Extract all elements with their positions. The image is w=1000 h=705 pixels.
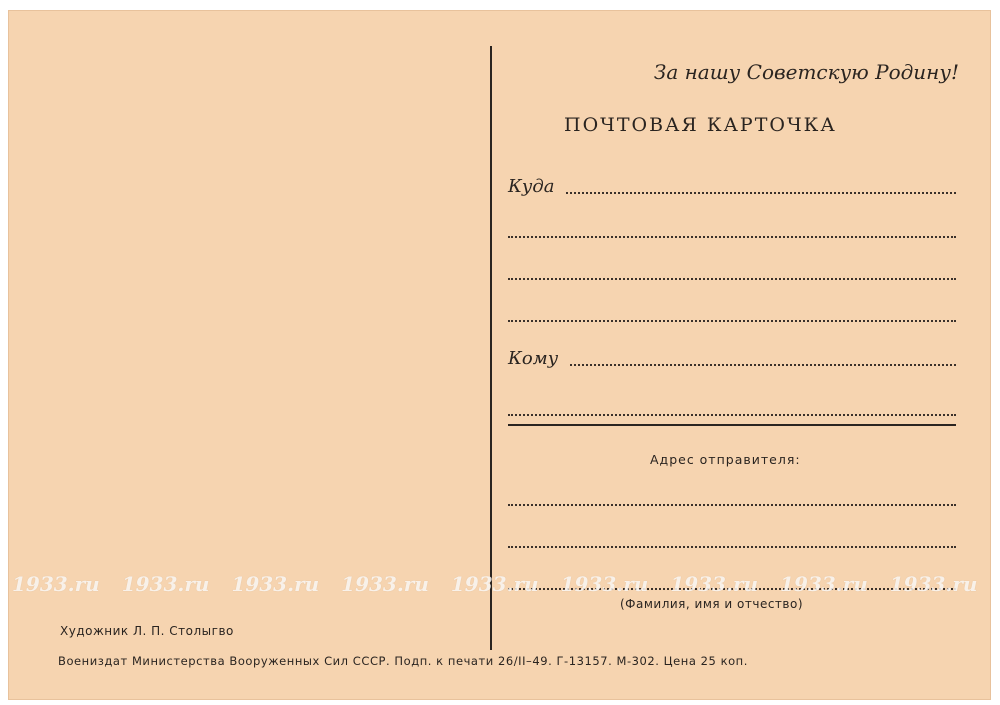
watermark-text: 1933.ru — [231, 572, 320, 596]
watermark-text: 1933.ru — [560, 572, 649, 596]
fio-caption: (Фамилия, имя и отчество) — [620, 597, 804, 611]
recipient-line-2 — [508, 414, 956, 416]
postcard-title: ПОЧТОВАЯ КАРТОЧКА — [564, 114, 837, 136]
address-line-2 — [508, 236, 956, 238]
address-line-4 — [508, 320, 956, 322]
publisher-imprint: Воениздат Министерства Вооруженных Сил СССР. Подп. к печати 26/II–49. Г-13157. М-302. Цена 25 коп. — [58, 654, 748, 668]
address-line-3 — [508, 278, 956, 280]
sender-line-2 — [508, 546, 956, 548]
watermark-text: 1933.ru — [780, 572, 868, 596]
watermark-text: 1933.ru — [341, 572, 429, 596]
watermark-strip — [0, 572, 1000, 598]
address-rule — [508, 424, 956, 426]
to-whom-line — [570, 364, 956, 366]
watermark-text: 1933.ru — [12, 572, 100, 596]
artist-credit: Художник Л. П. Столыгво — [60, 624, 234, 638]
watermark-text: 1933.ru — [889, 572, 978, 596]
watermark-text: 1933.ru — [670, 572, 759, 596]
to-whom-label: Кому — [508, 348, 559, 369]
vertical-divider — [490, 46, 492, 650]
sender-line-1 — [508, 504, 956, 506]
watermark-text: 1933.ru — [121, 572, 210, 596]
to-where-line — [566, 192, 956, 194]
sender-address-label: Адрес отправителя: — [650, 452, 801, 467]
to-where-label: Куда — [508, 176, 555, 197]
watermark-text: 1933.ru — [450, 572, 539, 596]
slogan: За нашу Советскую Родину! — [653, 60, 959, 84]
